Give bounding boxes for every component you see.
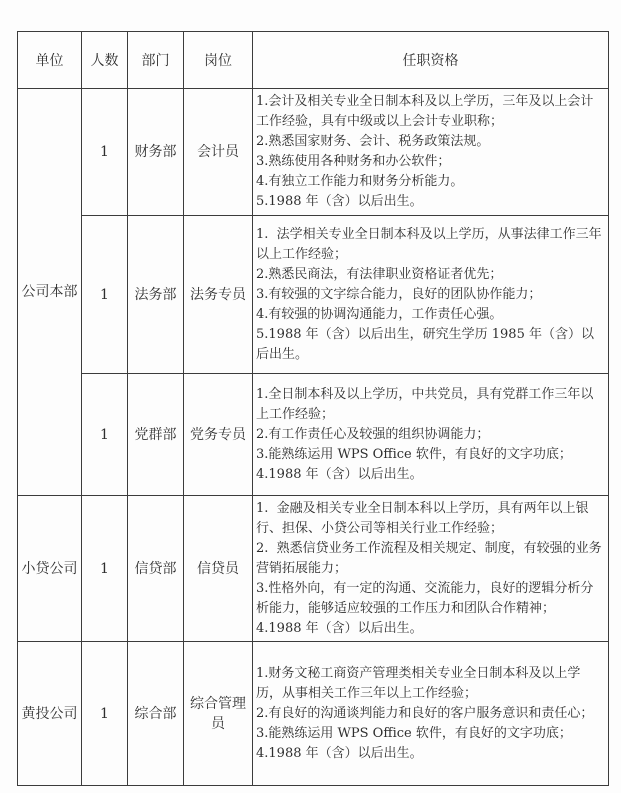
department-cell: 党群部 (128, 374, 184, 496)
qualification-line: 1.财务文秘工商资产管理类相关专业全日制本科及以上学历，从事相关工作三年以上工作经验； (256, 665, 581, 701)
qualifications-cell (253, 89, 609, 216)
header-row (18, 32, 609, 89)
qualification-line: 2.熟悉国家财务、会计、税务政策法规。 (256, 134, 490, 149)
headcount-cell: 1 (82, 496, 128, 642)
qualification-line: 2.熟悉民商法，有法律职业资格证者优先； (256, 266, 503, 282)
department-cell: 财务部 (128, 89, 184, 216)
qualification-line: 1. 法学相关专业全日制本科及以上学历，从事法律工作三年以上工作经验； (256, 226, 602, 262)
qualifications-cell (253, 216, 609, 374)
col-header-unit: 单位 (18, 32, 82, 89)
qualification-line: 4.有较强的协调沟通能力，工作责任心强。 (256, 306, 503, 322)
qualifications-cell (253, 374, 609, 496)
col-header-qualifications: 任职资格 (253, 32, 609, 89)
qualifications-cell (253, 496, 609, 642)
unit-cell: 小贷公司 (18, 496, 82, 642)
headcount-cell: 1 (82, 374, 128, 496)
qualification-line: 4.1988 年（含）以后出生。 (256, 466, 423, 482)
unit-cell: 黄投公司 (18, 642, 82, 786)
qualification-line: 4.1988 年（含）以后出生。 (256, 745, 423, 761)
table-row (18, 496, 609, 642)
department-cell: 信贷部 (128, 496, 184, 642)
headcount-cell: 1 (82, 216, 128, 374)
qualification-line: 3.能熟练运用 WPS Office 软件，有良好的文字功底； (256, 446, 572, 462)
position-cell: 党务专员 (184, 374, 253, 496)
unit-cell: 公司本部 (18, 89, 82, 496)
qualification-line: 2.有工作责任心及较强的组织协调能力； (256, 426, 490, 442)
col-header-headcount: 人数 (82, 32, 128, 89)
table-row (18, 216, 609, 374)
table-row (18, 642, 609, 786)
table-row (18, 374, 609, 496)
qualification-line: 5.1988 年（含）以后出生。 (256, 194, 423, 209)
qualification-line: 4.有独立工作能力和财务分析能力。 (256, 174, 464, 189)
qualification-line: 3.性格外向，有一定的沟通、交流能力，良好的逻辑分析分析能力，能够适应较强的工作压力和团队合作精神； (256, 580, 594, 616)
qualifications-cell (253, 642, 609, 786)
position-cell: 信贷员 (184, 496, 253, 642)
headcount-cell: 1 (82, 642, 128, 786)
position-cell: 综合管理员 (184, 642, 253, 786)
department-cell: 法务部 (128, 216, 184, 374)
position-cell: 法务专员 (184, 216, 253, 374)
position-cell: 会计员 (184, 89, 253, 216)
department-cell: 综合部 (128, 642, 184, 786)
qualification-line: 2.有良好的沟通谈判能力和良好的客户服务意识和责任心； (256, 705, 594, 721)
headcount-cell: 1 (82, 89, 128, 216)
qualification-line: 1.全日制本科及以上学历，中共党员，具有党群工作三年以上工作经验； (256, 386, 594, 422)
qualification-line: 5.1988 年（含）以后出生，研究生学历 1985 年（含）以后出生。 (256, 326, 594, 362)
recruitment-table (17, 31, 609, 786)
qualification-line: 1.会计及相关专业全日制本科及以上学历，三年及以上会计工作经验，具有中级或以上会计专业职称； (256, 94, 594, 129)
qualification-line: 2. 熟悉信贷业务工作流程及相关规定、制度，有较强的业务营销拓展能力； (256, 540, 602, 576)
table-row (18, 89, 609, 216)
qualification-line: 4.1988 年（含）以后出生。 (256, 620, 423, 636)
qualification-line: 1. 金融及相关专业全日制本科以上学历，具有两年以上银行、担保、小贷公司等相关行业工作经验； (256, 500, 589, 536)
col-header-department: 部门 (128, 32, 184, 89)
qualification-line: 3.有较强的文字综合能力，良好的团队协作能力； (256, 286, 542, 302)
qualification-line: 3.能熟练运用 WPS Office 软件，有良好的文字功底； (256, 725, 572, 741)
qualification-line: 3.熟练使用各种财务和办公软件； (256, 154, 451, 169)
col-header-position: 岗位 (184, 32, 253, 89)
